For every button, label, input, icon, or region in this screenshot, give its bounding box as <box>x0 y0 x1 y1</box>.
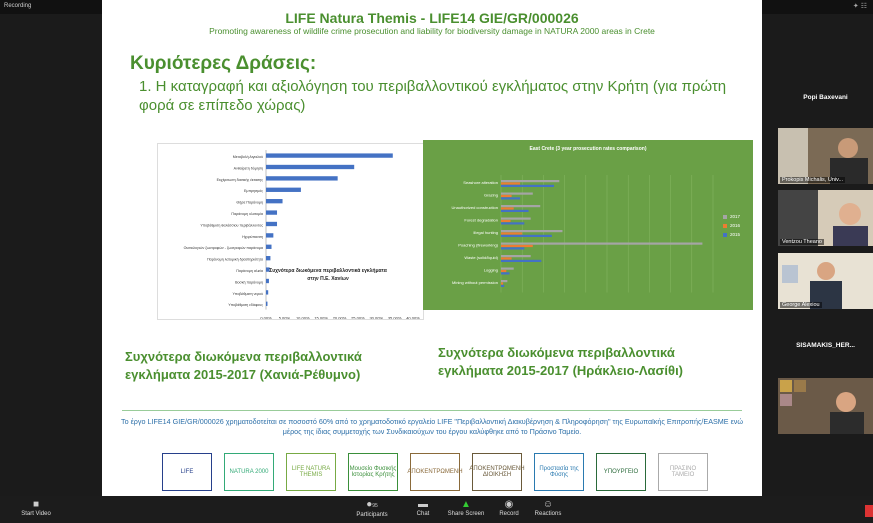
bar <box>501 272 509 274</box>
bar <box>501 197 520 199</box>
reactions-icon: ☺ <box>542 499 554 510</box>
chart-chania-svg <box>158 144 423 319</box>
chat-label: Chat <box>416 511 430 517</box>
bar <box>501 193 533 195</box>
tile-label: George Alexiou <box>782 302 820 308</box>
category-label: Ουσιολογιών ζωοτροφών - ζωοτροφών παράνομα <box>183 246 263 251</box>
category-label: Μεταβολή Αιγιαλού <box>232 154 263 159</box>
participant-name: SISAMAKIS_HER... <box>796 342 855 349</box>
bar <box>501 285 504 287</box>
bar <box>501 257 512 259</box>
category-label: Waste (solid/liquid) <box>464 255 498 260</box>
slide-item: 1. Η καταγραφή και αξιολόγηση του περιβαλλοντικού εγκλήματος στην Κρήτη (για πρώτη φορά σε επίπεδο χώρας) <box>139 78 727 114</box>
chat-icon: ▬ <box>418 499 428 510</box>
category-label: Παράνομη υλοτομία <box>231 211 263 216</box>
chart-title: East Crete (3 year prosecution rates comparison) <box>529 146 647 152</box>
person-video-icon <box>778 128 873 184</box>
partner-logo: LIFE NATURA THEMIS <box>286 453 336 491</box>
bar <box>501 210 529 212</box>
category-label: Βοσκή παράνομη <box>235 280 263 285</box>
share-screen-label: Share Screen <box>447 511 485 517</box>
category-label: Poaching (fireworking) <box>458 242 498 248</box>
record-label: Record <box>499 511 519 517</box>
recording-label: Recording <box>4 3 32 9</box>
reactions-button[interactable] <box>518 499 578 517</box>
funding-text: Το έργο LIFE14 GIE/GR/000026 χρηματοδοτείται σε ποσοστό 60% από το χρηματοδοτικό εργαλείο LIFE "Περιβαλλοντική Διακυβέρνηση & Πληροφόρηση" της Ευρωπαϊκής Επιτροπής/EASME ενώ μέρος της ίδιας συμμετοχής των Συνδικαιούχων του έργου καλύφθηκε από το Πράσινο Ταμείο. <box>120 417 743 436</box>
bar <box>266 153 393 157</box>
bar <box>266 233 273 237</box>
bar <box>266 279 269 283</box>
bar <box>501 232 522 234</box>
bar <box>501 260 541 262</box>
video-tile[interactable] <box>778 253 873 309</box>
bar <box>501 270 506 272</box>
legend-swatch <box>723 224 727 228</box>
bar <box>501 243 702 245</box>
bar <box>266 188 301 192</box>
category-label: Θήρα Παράνομη <box>236 200 263 205</box>
category-label: Εμπρησμός <box>243 189 263 194</box>
category-label: Ηχορύπανση <box>242 234 263 239</box>
partner-logo: ΥΠΟΥΡΓΕΙΟ <box>596 453 646 491</box>
caption-right: Συχνότερα διωκόμενα περιβαλλοντικά εγκλήματα 2015-2017 (Ηράκλειο-Λασίθι) <box>438 345 684 378</box>
bar <box>501 222 524 224</box>
participants-label: Participants <box>356 512 388 518</box>
bar <box>501 245 533 247</box>
person-video-icon <box>778 253 873 309</box>
bar <box>266 165 354 169</box>
legend-swatch <box>723 215 727 219</box>
footer-divider <box>122 410 742 411</box>
category-label: Παράνομη αλιεία <box>236 268 263 273</box>
reactions-label: Reactions <box>534 511 562 517</box>
video-tile[interactable] <box>778 128 873 184</box>
window-controls-icon[interactable]: ✦ ☷ <box>852 3 867 10</box>
participants-icon: ●95 <box>366 499 378 510</box>
partner-logo: ΑΠΟΚΕΝΤΡΩΜΕΝΗ <box>410 453 460 491</box>
partner-logo: Προστασία της Φύσης <box>534 453 584 491</box>
share-screen-icon: ▲ <box>461 499 471 510</box>
bar <box>501 230 562 232</box>
slide-heading: Κυριότερες Δράσεις: <box>130 53 317 74</box>
chart-east-crete <box>423 140 753 310</box>
legend-label: 2015 <box>730 232 741 237</box>
category-label: Υποβάθμιση νερού <box>232 291 263 296</box>
partner-logo: ΑΠΟΚΕΝΤΡΩΜΕΝΗ ΔΙΟΙΚΗΣΗ <box>472 453 522 491</box>
person-video-icon <box>778 190 873 246</box>
tile-label: Prokopis Michalis, Univ... <box>782 177 844 183</box>
x-tick-label: 35,00% <box>387 315 402 319</box>
shared-slide <box>102 0 762 496</box>
partner-logos <box>162 453 722 489</box>
bar <box>501 180 559 182</box>
category-label: Εκχέρσωση δασικής έκτασης <box>216 177 263 182</box>
partner-logo: ΠΡΑΣΙΝΟ ΤΑΜΕΙΟ <box>658 453 708 491</box>
bar <box>266 290 268 294</box>
chart-chania <box>157 143 424 320</box>
x-tick-label: 40,00% <box>406 315 420 319</box>
bar <box>501 235 552 237</box>
partner-logo: Μουσείο Φυσικής Ιστορίας Κρήτης <box>348 453 398 491</box>
participants-count: 95 <box>372 503 378 509</box>
bar <box>501 182 520 184</box>
person-video-icon <box>778 378 873 434</box>
partner-logo: LIFE <box>162 453 212 491</box>
bar <box>501 220 511 222</box>
bar <box>266 210 277 214</box>
video-tile[interactable] <box>778 190 873 246</box>
chart-title: Συχνότερα διωκόμενα περιβαλλοντικά εγκλήματα <box>269 268 387 274</box>
bar <box>501 255 531 257</box>
leave-button[interactable] <box>865 505 873 517</box>
x-tick-label: 20,00% <box>332 315 347 319</box>
bar <box>266 199 283 203</box>
bar <box>501 280 507 282</box>
partner-logo: NATURA 2000 <box>224 453 274 491</box>
slide-title: LIFE Natura Themis - LIFE14 GIE/GR/000026 <box>285 10 579 26</box>
start-video-button[interactable] <box>6 499 66 517</box>
category-label: Υποβάθμιση εδάφους <box>228 303 263 308</box>
bar <box>501 207 514 209</box>
tile-label: Ventzou Theano <box>782 239 822 245</box>
bar <box>501 218 531 220</box>
x-tick-label: 0,00% <box>260 315 272 319</box>
legend-label: 2016 <box>730 223 741 228</box>
category-label: Seashore alteration <box>463 180 498 185</box>
host-name: Popi Baxevani <box>803 94 848 101</box>
category-label: Unauthorized construction <box>451 205 498 210</box>
category-label: Mining without permission <box>451 280 498 285</box>
category-label: Logging <box>483 267 498 273</box>
slide-subtitle: Promoting awareness of wildlife crime prosecution and liability for biodiversity damage in NATURA 2000 areas in Crete <box>209 26 655 36</box>
legend-swatch <box>723 233 727 237</box>
bar <box>501 268 514 270</box>
category-label: Grazing <box>483 192 498 198</box>
legend-label: 2017 <box>730 214 741 219</box>
bar <box>501 247 524 249</box>
x-tick-label: 5,00% <box>278 315 291 319</box>
bar <box>501 205 540 207</box>
x-tick-label: 25,00% <box>351 315 365 319</box>
category-label: Υποβάθμιση θαλάσσιου περιβάλλοντος <box>200 223 263 228</box>
x-tick-label: 30,00% <box>369 315 384 319</box>
bar <box>266 176 338 180</box>
meeting-toolbar <box>0 496 873 523</box>
record-icon: ◉ <box>504 499 514 510</box>
chart-east-crete-svg <box>423 140 753 310</box>
category-label: Παράνομη λατομική δραστηριότητα <box>207 257 263 262</box>
bar <box>266 222 277 226</box>
x-tick-label: 15,00% <box>314 315 328 319</box>
bar <box>501 195 512 197</box>
category-label: Ανθαίρετη δόμηση <box>233 166 263 171</box>
chart-title: στην Π.Ε. Χανίων <box>307 276 349 282</box>
bar <box>266 302 267 306</box>
start-video-label: Start Video <box>21 511 51 517</box>
caption-left: Συχνότερα διωκόμενα περιβαλλοντικά εγκλήματα 2015-2017 (Χανιά-Ρέθυμνο) <box>125 349 362 382</box>
x-tick-label: 10,00% <box>295 315 310 319</box>
category-label: Forest degradation <box>464 217 498 223</box>
bar <box>266 256 270 260</box>
bar <box>501 282 503 284</box>
bar <box>501 185 554 187</box>
category-label: Illegal hunting <box>473 230 498 235</box>
bar <box>266 245 272 249</box>
video-camera-icon: ■ <box>32 499 40 510</box>
video-tile[interactable] <box>778 378 873 434</box>
